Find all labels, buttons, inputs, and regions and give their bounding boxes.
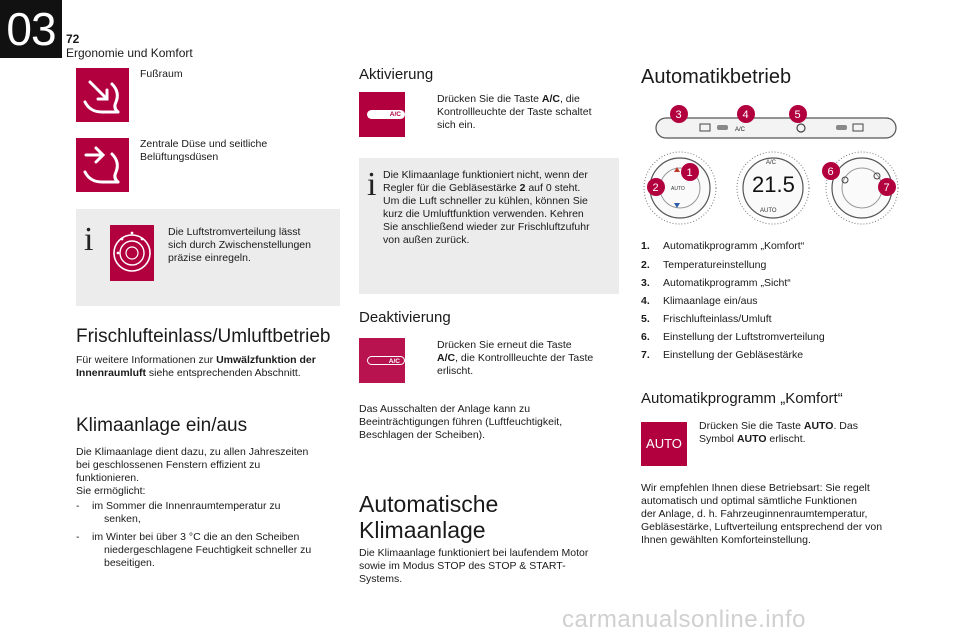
info-icon: i — [84, 221, 94, 258]
callout-3 — [670, 105, 688, 123]
ac-description: Die Klimaanlage dient dazu, zu allen Jahreszeiten bei geschlossenen Fenstern effizient zu funktionieren. Sie ermöglicht: — [76, 446, 309, 497]
chapter-number-badge: 03 — [0, 0, 62, 58]
svg-text:5: 5 — [794, 109, 801, 121]
list-item: 4. Klimaanlage ein/aus — [641, 295, 758, 307]
ac-button-activate: A/C — [359, 92, 405, 137]
list-item: 7. Einstellung der Gebläsestärke — [641, 349, 804, 361]
list-item: 6. Einstellung der Luftstromverteilung — [641, 331, 825, 343]
airflow-info-box — [76, 209, 340, 306]
recirculation-heading: Frischlufteinlass/Umluftbetrieb — [76, 326, 331, 347]
automatic-climate-heading: Automatische Klimaanlage — [359, 491, 499, 543]
ac-off-warning: Das Ausschalten der Anlage kann zu Beeinträchtigungen führen (Luftfeuchtigkeit, Beschlagen der Scheiben). — [359, 403, 563, 441]
list-item: 1. Automatikprogramm „Komfort“ — [641, 240, 805, 252]
display-ac-label: A/C — [766, 160, 777, 166]
panel-ac-label: A/C — [735, 127, 746, 133]
ac-bullet-winter: - im Winter bei über 3 °C die an den Scheiben niedergeschlagene Feuchtigkeit schneller zu beseitigen. — [76, 531, 312, 569]
ac-button-deactivate: A/C — [359, 338, 405, 383]
comfort-program-heading: Automatikprogramm „Komfort“ — [641, 390, 843, 407]
callout-2 — [647, 178, 665, 196]
ac-info-text: Die Klimaanlage funktioniert nicht, wenn der Regler für die Gebläsestärke 2 auf 0 steht. Um die Luft schneller zu kühlen, können Sie kurz die Umluftfunktion verwenden. Kehren Sie anschließend wieder zur Frischluftzufuhr von außen zurück. — [383, 169, 590, 246]
recirculation-text: Für weitere Informationen zur Umwälzfunktion der Innenraumluft siehe entsprechenden Abschnitt. — [76, 354, 316, 379]
ac-info-box — [359, 158, 619, 294]
automatic-mode-heading: Automatikbetrieb — [641, 66, 792, 88]
display-temperature: 21.5 — [752, 172, 795, 197]
ac-bullet-summer: - im Sommer die Innenraumtemperatur zu senken, — [76, 500, 281, 525]
footwell-label: Fußraum — [140, 68, 183, 80]
list-item: 5. Frischlufteinlass/Umluft — [641, 313, 772, 325]
page-number: 72 — [66, 32, 80, 46]
info-icon: i — [367, 166, 377, 203]
display-auto-label: AUTO — [760, 208, 777, 214]
watermark: carmanualsonline.info — [562, 606, 806, 633]
climate-control-panel-diagram — [640, 100, 910, 230]
left-dial-auto-label: AUTO — [671, 186, 685, 192]
callout-1 — [681, 163, 699, 181]
footwell-airflow-icon — [76, 68, 129, 122]
activation-text: Drücken Sie die Taste A/C, die Kontrollleuchte der Taste schaltet sich ein. — [437, 93, 592, 131]
svg-text:7: 7 — [883, 182, 890, 194]
activation-heading: Aktivierung — [359, 66, 434, 83]
callout-5 — [789, 105, 807, 123]
deactivation-text: Drücken Sie erneut die Taste A/C, die Kontrollleuchte der Taste erlischt. — [437, 339, 594, 377]
deactivation-heading: Deaktivierung — [359, 309, 451, 326]
airflow-dial-icon — [110, 225, 154, 281]
ac-on-off-heading: Klimaanlage ein/aus — [76, 415, 248, 436]
list-item: 2. Temperatureinstellung — [641, 259, 767, 271]
svg-text:1: 1 — [686, 167, 693, 179]
svg-text:6: 6 — [827, 166, 834, 178]
airflow-info-text: Die Luftstromverteilung lässt sich durch Zwischenstellungen präzise einregeln. — [168, 226, 311, 264]
auto-button-icon: AUTO — [641, 422, 687, 466]
comfort-recommendation-text: Wir empfehlen Ihnen diese Betriebsart: Sie regelt automatisch und optimal sämtliche Funktionen der Anlage, d. h. Fahrzeuginnenraumtemperatur, Gebläsestärke, Luftverteilung entsprechend der von Ihnen gewählten Komforteinstellung. — [641, 482, 883, 546]
svg-text:4: 4 — [742, 109, 749, 121]
central-vents-airflow-icon — [76, 138, 129, 192]
chapter-title: Ergonomie und Komfort — [66, 46, 193, 60]
svg-text:3: 3 — [675, 109, 682, 121]
central-vents-label: Zentrale Düse und seitliche Belüftungsdüsen — [140, 138, 268, 163]
automatic-climate-text: Die Klimaanlage funktioniert bei laufendem Motor sowie im Modus STOP des STOP & START- Systems. — [359, 547, 589, 585]
list-item: 3. Automatikprogramm „Sicht“ — [641, 277, 791, 289]
callout-7 — [878, 178, 896, 196]
comfort-program-text: Drücken Sie die Taste AUTO. Das Symbol AUTO erlischt. — [699, 420, 858, 445]
svg-text:2: 2 — [652, 182, 659, 194]
callout-4 — [737, 105, 755, 123]
callout-6 — [822, 162, 840, 180]
